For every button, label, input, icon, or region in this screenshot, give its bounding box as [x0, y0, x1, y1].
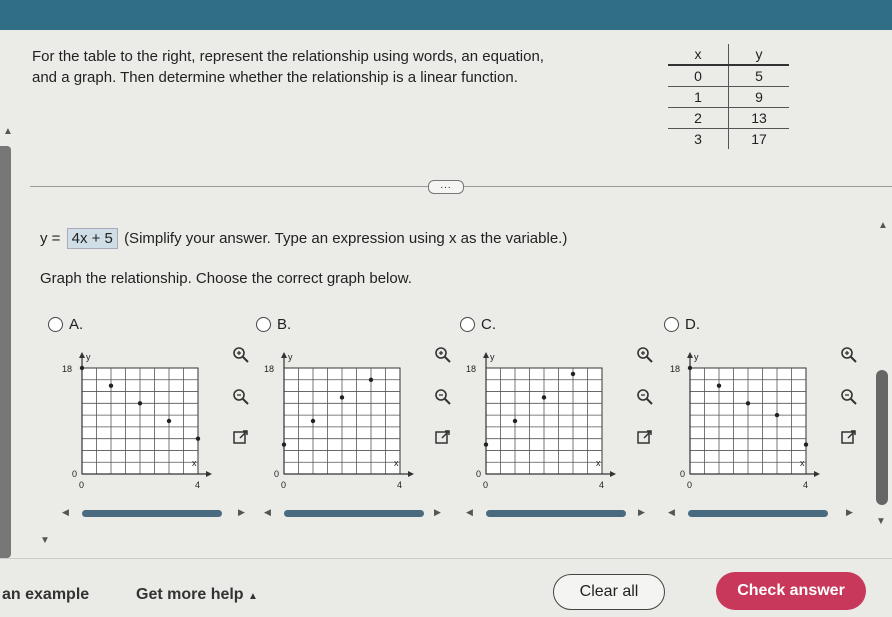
- data-point: [167, 419, 171, 423]
- y-tick-label: 18: [670, 364, 681, 374]
- y-axis-arrow: [483, 352, 489, 358]
- zoom-out-icon[interactable]: [434, 388, 452, 406]
- scroll-down-arrow-icon[interactable]: ▼: [876, 516, 886, 527]
- scroll-right-icon[interactable]: ▶: [846, 507, 853, 517]
- answer-hint: (Simplify your answer. Type an expression using x as the variable.): [124, 230, 568, 247]
- x-tick-label: 0: [687, 480, 693, 490]
- data-point: [717, 383, 721, 387]
- option-label: C.: [481, 316, 496, 333]
- table-cell: 9: [729, 87, 790, 108]
- x-axis-label: x: [596, 458, 601, 468]
- view-example-link[interactable]: an example: [2, 586, 90, 603]
- x-axis-arrow: [610, 471, 616, 477]
- table-cell: 13: [729, 108, 790, 129]
- y-axis-arrow: [79, 352, 85, 358]
- scroll-left-icon[interactable]: ◀: [264, 507, 271, 517]
- table-header-x: x: [668, 44, 729, 65]
- graph-prompt: Graph the relationship. Choose the correct graph below.: [40, 270, 412, 287]
- zoom-out-icon[interactable]: [636, 388, 654, 406]
- scroll-up-arrow-icon[interactable]: ▲: [878, 220, 888, 231]
- graph-d-scrollbar[interactable]: [668, 509, 868, 518]
- answer-input[interactable]: 4x + 5: [67, 228, 118, 249]
- expand-more-button[interactable]: ...: [428, 180, 464, 194]
- x-axis-label: x: [394, 458, 399, 468]
- radio-button[interactable]: [48, 317, 63, 332]
- y-axis-label: y: [694, 352, 699, 362]
- radio-button[interactable]: [460, 317, 475, 332]
- data-point: [109, 383, 113, 387]
- option-b[interactable]: [256, 316, 291, 333]
- scroll-right-icon[interactable]: ▶: [238, 507, 245, 517]
- pop-out-icon[interactable]: [840, 428, 858, 446]
- table-cell: 3: [668, 129, 729, 150]
- x-axis-arrow: [206, 471, 212, 477]
- radio-button[interactable]: [664, 317, 679, 332]
- get-more-help-label: Get more help: [136, 586, 244, 603]
- table-row: [668, 129, 789, 150]
- option-a[interactable]: [48, 316, 83, 333]
- table-row: [668, 108, 789, 129]
- left-scrollbar[interactable]: [0, 146, 11, 558]
- scroll-up-arrow-icon[interactable]: ▲: [3, 126, 13, 137]
- option-label: B.: [277, 316, 292, 333]
- graph-option-c[interactable]: [460, 340, 630, 500]
- data-point: [746, 401, 750, 405]
- graph-a-scrollbar[interactable]: [62, 509, 262, 518]
- scroll-right-icon[interactable]: ▶: [434, 507, 441, 517]
- answer-prefix: y =: [40, 230, 61, 247]
- data-point: [542, 395, 546, 399]
- y-axis-arrow: [281, 352, 287, 358]
- y-axis-arrow: [687, 352, 693, 358]
- zoom-in-icon[interactable]: [840, 346, 858, 364]
- graph-option-a[interactable]: [56, 340, 226, 500]
- graph-c-scrollbar[interactable]: [466, 509, 666, 518]
- right-scrollbar[interactable]: [876, 370, 888, 505]
- scroll-down-arrow-icon[interactable]: ▼: [40, 535, 50, 546]
- x-tick-label: 4: [397, 480, 403, 490]
- y-tick-label: 18: [264, 364, 275, 374]
- top-bar: [0, 0, 892, 30]
- x-tick-label: 0: [281, 480, 287, 490]
- x-axis-arrow: [408, 471, 414, 477]
- data-point: [282, 442, 286, 446]
- x-tick-label: 0: [79, 480, 85, 490]
- check-answer-button[interactable]: Check answer: [716, 572, 866, 610]
- zoom-in-icon[interactable]: [232, 346, 250, 364]
- data-point: [138, 401, 142, 405]
- y-tick-label: 0: [72, 469, 78, 479]
- y-axis-label: y: [86, 352, 91, 362]
- x-tick-label: 4: [195, 480, 201, 490]
- table-cell: 17: [751, 131, 767, 147]
- y-tick-label: 18: [62, 364, 73, 374]
- y-tick-label: 18: [466, 364, 477, 374]
- scroll-left-icon[interactable]: ◀: [62, 507, 69, 517]
- data-point: [369, 378, 373, 382]
- table-row: [668, 87, 789, 108]
- data-point: [311, 419, 315, 423]
- x-axis-label: x: [192, 458, 197, 468]
- y-tick-label: 0: [680, 469, 686, 479]
- table-row: [668, 65, 789, 87]
- table-cell: 1: [668, 87, 729, 108]
- data-point: [80, 366, 84, 370]
- table-cell: 2: [668, 108, 729, 129]
- data-point: [513, 419, 517, 423]
- zoom-in-icon[interactable]: [636, 346, 654, 364]
- scroll-right-icon[interactable]: ▶: [638, 507, 645, 517]
- pop-out-icon[interactable]: [232, 428, 250, 446]
- radio-button[interactable]: [256, 317, 271, 332]
- x-tick-label: 0: [483, 480, 489, 490]
- y-tick-label: 0: [274, 469, 280, 479]
- pop-out-icon[interactable]: [636, 428, 654, 446]
- table-cell: 5: [729, 65, 790, 87]
- data-point: [196, 436, 200, 440]
- zoom-out-icon[interactable]: [840, 388, 858, 406]
- zoom-in-icon[interactable]: [434, 346, 452, 364]
- option-label: D.: [685, 316, 700, 333]
- data-point: [340, 395, 344, 399]
- xy-table: [668, 44, 789, 149]
- y-axis-label: y: [490, 352, 495, 362]
- graph-b-scrollbar[interactable]: [264, 509, 464, 518]
- data-point: [571, 372, 575, 376]
- option-label: A.: [69, 316, 84, 333]
- scroll-left-icon[interactable]: ◀: [466, 507, 473, 517]
- x-tick-label: 4: [803, 480, 809, 490]
- x-axis-label: x: [800, 458, 805, 468]
- option-d[interactable]: [664, 316, 700, 333]
- pop-out-icon[interactable]: [434, 428, 452, 446]
- data-point: [804, 442, 808, 446]
- table-header-y: y: [729, 44, 790, 65]
- caret-up-icon: ▲: [248, 591, 258, 602]
- clear-all-button[interactable]: Clear all: [553, 574, 665, 610]
- option-c[interactable]: [460, 316, 496, 333]
- data-point: [484, 442, 488, 446]
- answer-line: [40, 228, 567, 249]
- y-tick-label: 0: [476, 469, 482, 479]
- get-more-help-link[interactable]: [136, 586, 258, 604]
- y-axis-label: y: [288, 352, 293, 362]
- question-prompt: For the table to the right, represent the relationship using words, an equation, and a graph. Then determine whether the relationship is a linear function.: [32, 48, 544, 86]
- graph-option-b[interactable]: [258, 340, 428, 500]
- data-point: [775, 413, 779, 417]
- table-cell: 0: [668, 65, 729, 87]
- data-point: [688, 366, 692, 370]
- x-axis-arrow: [814, 471, 820, 477]
- zoom-out-icon[interactable]: [232, 388, 250, 406]
- x-tick-label: 4: [599, 480, 605, 490]
- graph-option-d[interactable]: [664, 340, 834, 500]
- scroll-left-icon[interactable]: ◀: [668, 507, 675, 517]
